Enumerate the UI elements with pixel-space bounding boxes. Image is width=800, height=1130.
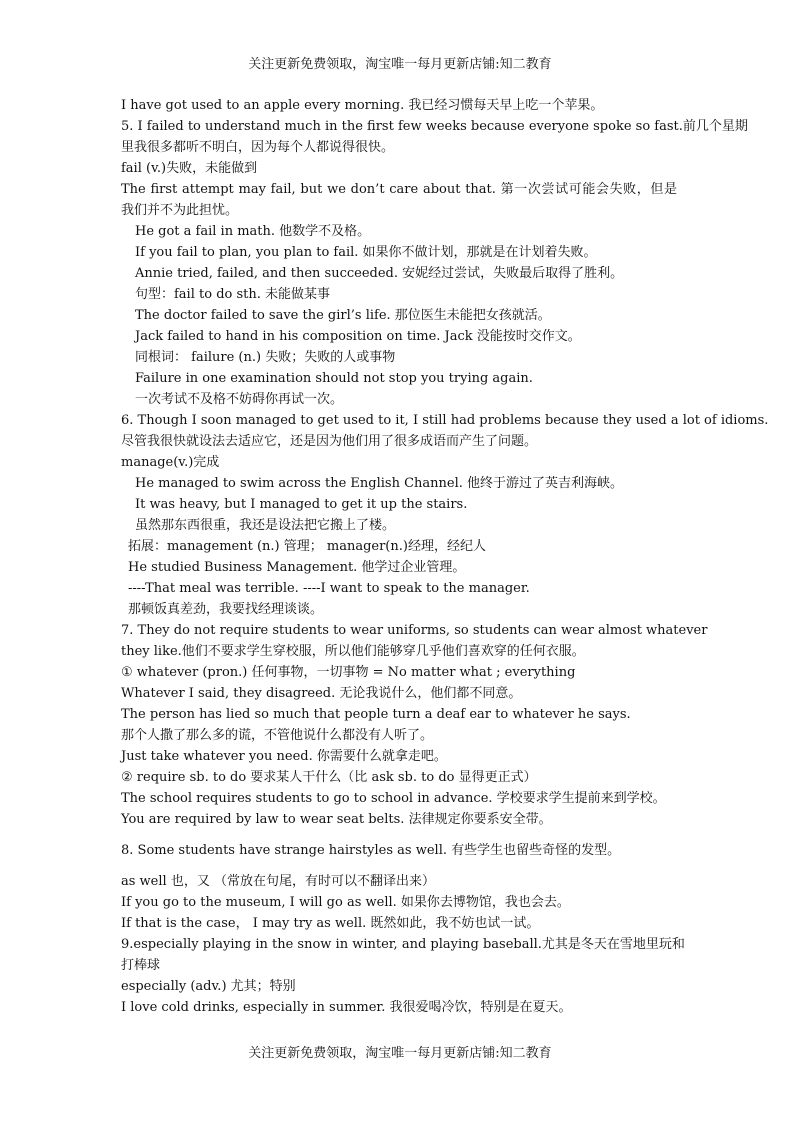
- text-line: 6. Though I soon managed to get used to it, I still had problems because they used a lot of idioms.: [121, 413, 769, 428]
- page-footer: 关注更新免费领取，淘宝唯一每月更新店铺:知二教育: [248, 1046, 552, 1061]
- text-line: as well 也，又 （常放在句尾，有时可以不翻译出来）: [121, 874, 435, 889]
- text-line: fail (v.)失败，未能做到: [121, 161, 258, 176]
- text-line: Whatever I said, they disagreed. 无论我说什么，他们都不同意。: [121, 686, 522, 701]
- text-line: ----That meal was terrible. ----I want to speak to the manager.: [128, 581, 530, 596]
- text-line: 拓展：management (n.) 管理； manager(n.)经理，经纪人: [128, 539, 486, 554]
- text-line: The person has lied so much that people turn a deaf ear to whatever he says.: [121, 707, 631, 722]
- text-line: manage(v.)完成: [121, 455, 220, 470]
- text-line: I love cold drinks, especially in summer. 我很爱喝冷饮，特别是在夏天。: [121, 1000, 572, 1015]
- text-line: 我们并不为此担忧。: [121, 203, 239, 218]
- text-line: I have got used to an apple every morning. 我已经习惯每天早上吃一个苹果。: [121, 98, 604, 113]
- text-line: He managed to swim across the English Channel. 他终于游过了英吉利海峡。: [135, 476, 624, 491]
- text-line: 5. I failed to understand much in the first few weeks because everyone spoke so fast.前几个星期: [121, 119, 748, 134]
- text-line: 9.especially playing in the snow in winter, and playing baseball.尤其是冬天在雪地里玩和: [121, 937, 685, 952]
- text-line: 打棒球: [121, 958, 161, 973]
- text-line: especially (adv.) 尤其；特别: [121, 979, 296, 994]
- text-line: If that is the case， I may try as well. 既然如此，我不妨也试一试。: [121, 916, 540, 931]
- text-line: 尽管我很快就设法去适应它，还是因为他们用了很多成语而产生了问题。: [121, 434, 538, 449]
- text-line: 同根词： failure (n.) 失败；失败的人或事物: [135, 350, 396, 365]
- text-line: 那个人撒了那么多的谎，不管他说什么都没有人听了。: [121, 728, 434, 743]
- text-line: You are required by law to wear seat belts. 法律规定你要系安全带。: [121, 812, 552, 827]
- text-line: ② require sb. to do 要求某人干什么（比 ask sb. to do 显得更正式）: [121, 770, 537, 785]
- text-line: He got a fail in math. 他数学不及格。: [135, 224, 371, 239]
- text-line: 8. Some students have strange hairstyles as well. 有些学生也留些奇怪的发型。: [121, 843, 621, 858]
- text-line: He studied Business Management. 他学过企业管理。: [128, 560, 466, 575]
- text-line: The school requires students to go to school in advance. 学校要求学生提前来到学校。: [121, 791, 666, 806]
- text-line: 虽然那东西很重，我还是设法把它搬上了楼。: [135, 518, 396, 533]
- text-line: Just take whatever you need. 你需要什么就拿走吧。: [121, 749, 447, 764]
- text-line: If you fail to plan, you plan to fail. 如果你不做计划，那就是在计划着失败。: [135, 245, 597, 260]
- text-line: The first attempt may fail, but we don’t care about that. 第一次尝试可能会失败，但是: [121, 182, 677, 197]
- text-line: If you go to the museum, I will go as well. 如果你去博物馆，我也会去。: [121, 895, 570, 910]
- text-line: Annie tried, failed, and then succeeded. 安妮经过尝试，失败最后取得了胜利。: [135, 266, 624, 281]
- text-line: It was heavy, but I managed to get it up the stairs.: [135, 497, 468, 512]
- text-line: 7. They do not require students to wear uniforms, so students can wear almost whatever: [121, 623, 708, 638]
- page-header: 关注更新免费领取，淘宝唯一每月更新店铺:知二教育: [248, 57, 552, 72]
- text-line: Failure in one examination should not stop you trying again.: [135, 371, 533, 386]
- text-line: 里我很多都听不明白，因为每个人都说得很快。: [121, 140, 395, 155]
- text-line: 一次考试不及格不妨碍你再试一次。: [135, 392, 344, 407]
- text-line: The doctor failed to save the girl’s life. 那位医生未能把女孩就活。: [135, 308, 551, 323]
- text-line: they like.他们不要求学生穿校服，所以他们能够穿几乎他们喜欢穿的任何衣服。: [121, 644, 585, 659]
- text-line: 句型：fail to do sth. 未能做某事: [135, 287, 331, 302]
- text-line: 那顿饭真差劲，我要找经理谈谈。: [128, 602, 324, 617]
- text-line: Jack failed to hand in his composition on time. Jack 没能按时交作文。: [135, 329, 581, 344]
- text-line: ① whatever (pron.) 任何事物，一切事物 = No matter what ; everything: [121, 665, 576, 680]
